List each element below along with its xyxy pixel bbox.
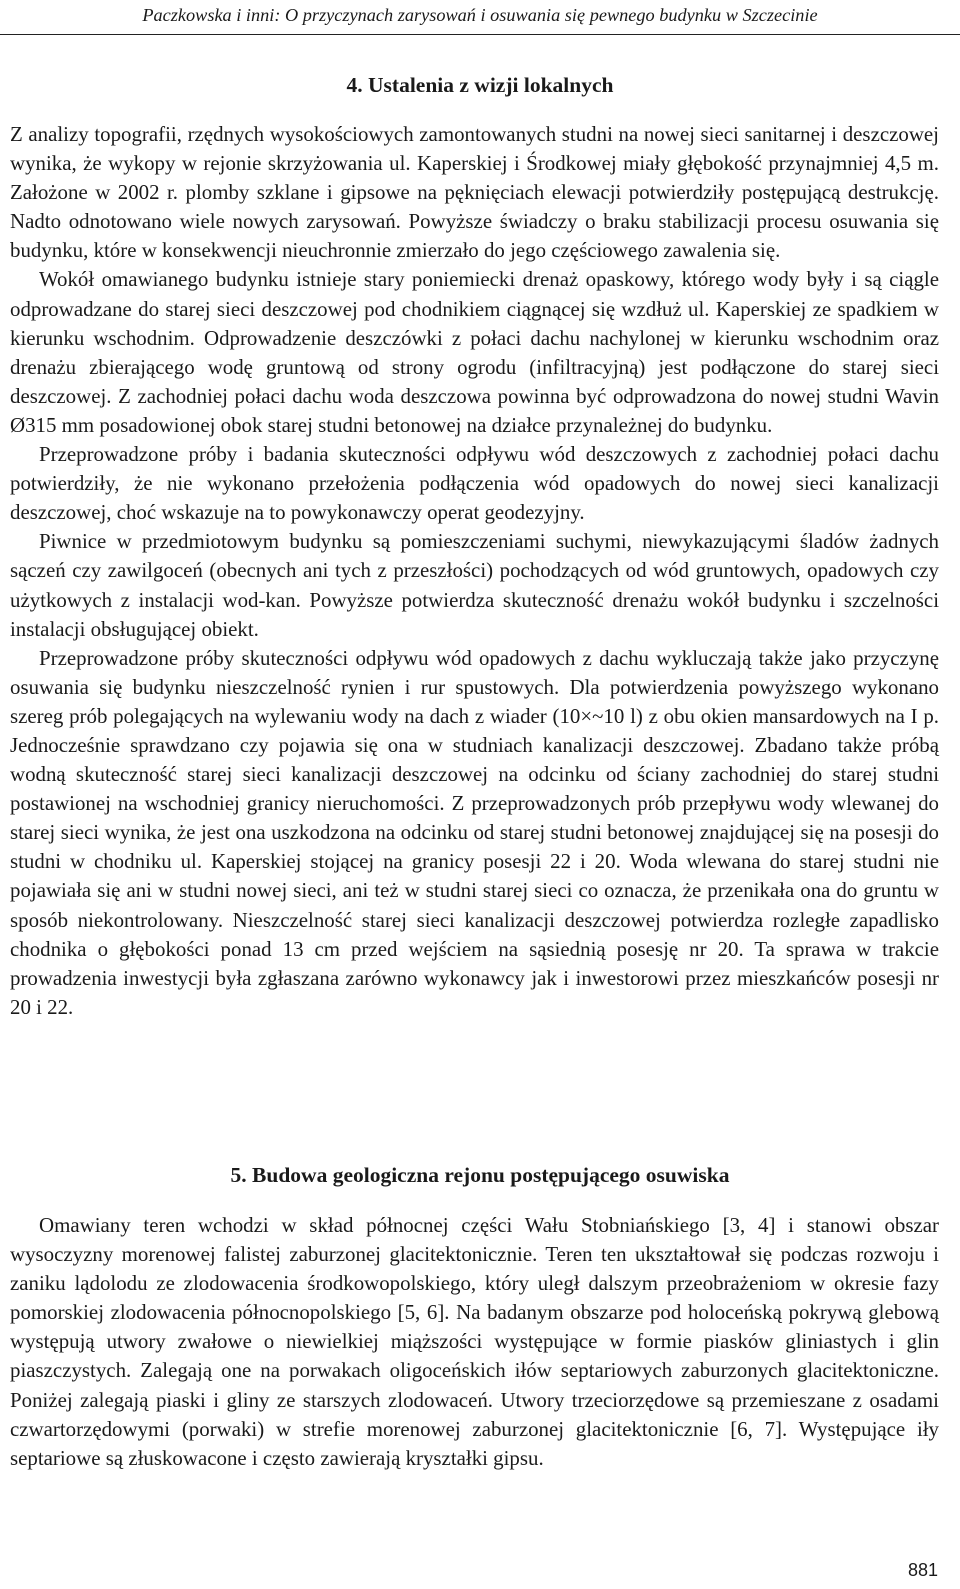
paragraph: Piwnice w przedmiotowym budynku są pomieszczeniami suchymi, niewykazującymi śladów żadnych sączeń czy zawilgoceń (obecnych ani tych z przeszłości) pochodzących od wód gruntowych, opadowych czy użytkowych z instalacji wod-kan. Powyższe potwierdza skuteczność drenażu wokół budynku i szczelności instalacji obsługującej obiekt. xyxy=(10,529,939,641)
paragraph: Przeprowadzone próby i badania skuteczności odpływu wód deszczowych z zachodniej połaci dachu potwierdziły, że nie wykonano przełożenia podłączenia wód opadowych do nowej sieci kanalizacji deszczowej, choć wskazuje na to powykonawczy operat geodezyjny. xyxy=(10,442,939,525)
paragraph: Wokół omawianego budynku istnieje stary poniemiecki drenaż opaskowy, którego wody były i są ciągle odprowadzane do starej sieci deszczowej pod chodnikiem ciągnącej się wzdłuż ul. Kaperskiej ze spadkiem w kierunku wschodnim. Odprowadzenie deszczówki z połaci dachu nachylonej w kierunku wschodnim oraz drenażu zbierającego wodę gruntową od strony ogrodu (infiltracyjną) jest podłączone do starej sieci deszczowej. Z zachodniej połaci dachu woda deszczowa powinna być odprowadzona do nowej studni Wavin Ø315 mm posadowionej obok starej studni betonowej na działce przynależnej do budynku. xyxy=(10,267,939,437)
page-number: 881 xyxy=(907,1560,938,1580)
section-5-heading: 5. Budowa geologiczna rejonu postępującego osuwiska xyxy=(230,1163,730,1187)
paragraph: Przeprowadzone próby skuteczności odpływu wód opadowych z dachu wykluczają także jako przyczynę osuwania się budynku nieszczelność rynien i rur spustowych. Dla potwierdzenia powyższego wykonano szereg prób polegających na wylewaniu wody na dach z wiader (10×~10 l) z obu okien mansardowych na I p. Jednocześnie sprawdzano czy pojawia się ona w studniach kanalizacji deszczowej. Zbadano także próbą wodną skuteczność starej sieci kanalizacji deszczowej na odcinku od ściany zachodniej do starej studni postawionej na wschodniej granicy nieruchomości. Z przeprowadzonych prób przepływu wody wlewanej do starej sieci wynika, że jest ona uszkodzona na odcinku od starej studni betonowej znajdującej się na posesji do studni w chodniku ul. Kaperskiej stojącej na granicy posesji 22 i 20. Woda wlewana do starej studni nie pojawiała się ani w studni nowej sieci, ani też w studni starej sieci co oznacza, że przenikała ona do gruntu w sposób niekontrolowany. Nieszczelność starej sieci kanalizacji deszczowej potwierdza rozległe zapadlisko chodnika o głębokości ponad 13 cm przed wejściem na sąsiednią posesję nr 20. Ta sprawa w trakcie prowadzenia inwestycji była zgłaszana zarówno wykonawcy jak i inwestorowi przez mieszkańców posesji nr 20 i 22. xyxy=(10,645,939,1019)
section-5-body xyxy=(10,1211,939,1473)
running-header xyxy=(0,0,960,35)
paragraph: Omawiany teren wchodzi w skład północnej części Wału Stobniańskiego [3, 4] i stanowi obszar wysoczyzny morenowej falistej zaburzonej glacitektonicznie. Teren ten ukształtował się podczas rozwoju i zaniku lądolodu ze zlodowacenia środkowopolskiego, który uległ dalszym przeobrażeniom w okresie fazy pomorskiej zlodowacenia północnopolskiego [5, 6]. Na badanym obszarze pod holoceńską pokrywą glebową występują utwory zwałowe o niewielkiej miąższości występujące w formie piasków gliniastych i glin piaszczystych. Zalegają one na porwakach oligoceńskich iłów septariowych zaburzonych glacitektoniczne. Poniżej zalegają piaski i gliny ze starszych zlodowaceń. Utwory trzeciorzędowe są przemieszane z osadami czwartorzędowymi (porwaki) w strefie morenowej zaburzonej glacitektonicznie [6, 7]. Występujące iły septariowe są złuskowacone i często zawierają kryształki gipsu. xyxy=(10,1213,939,1470)
paragraph: Z analizy topografii, rzędnych wysokościowych zamontowanych studni na nowej sieci sanitarnej i deszczowej wynika, że wykopy w rejonie skrzyżowania ul. Kaperskiej i Środkowej miały głębokość przynajmniej 4,5 m. Założone w 2002 r. plomby szklane i gipsowe na pęknięciach elewacji potwierdziły postępującą destrukcję. Nadto odnotowano wiele nowych zarysowań. Powyższe świadczy o braku stabilizacji procesu osuwania się budynku, które w konsekwencji nieuchronnie zmierzało do jego częściowego zawalenia się. xyxy=(10,122,939,263)
section-4-heading: 4. Ustalenia z wizji lokalnych xyxy=(346,73,614,97)
section-4-body xyxy=(10,120,939,1022)
running-title: Paczkowska i inni: O przyczynach zarysowań i osuwania się pewnego budynku w Szczecinie xyxy=(142,5,818,25)
